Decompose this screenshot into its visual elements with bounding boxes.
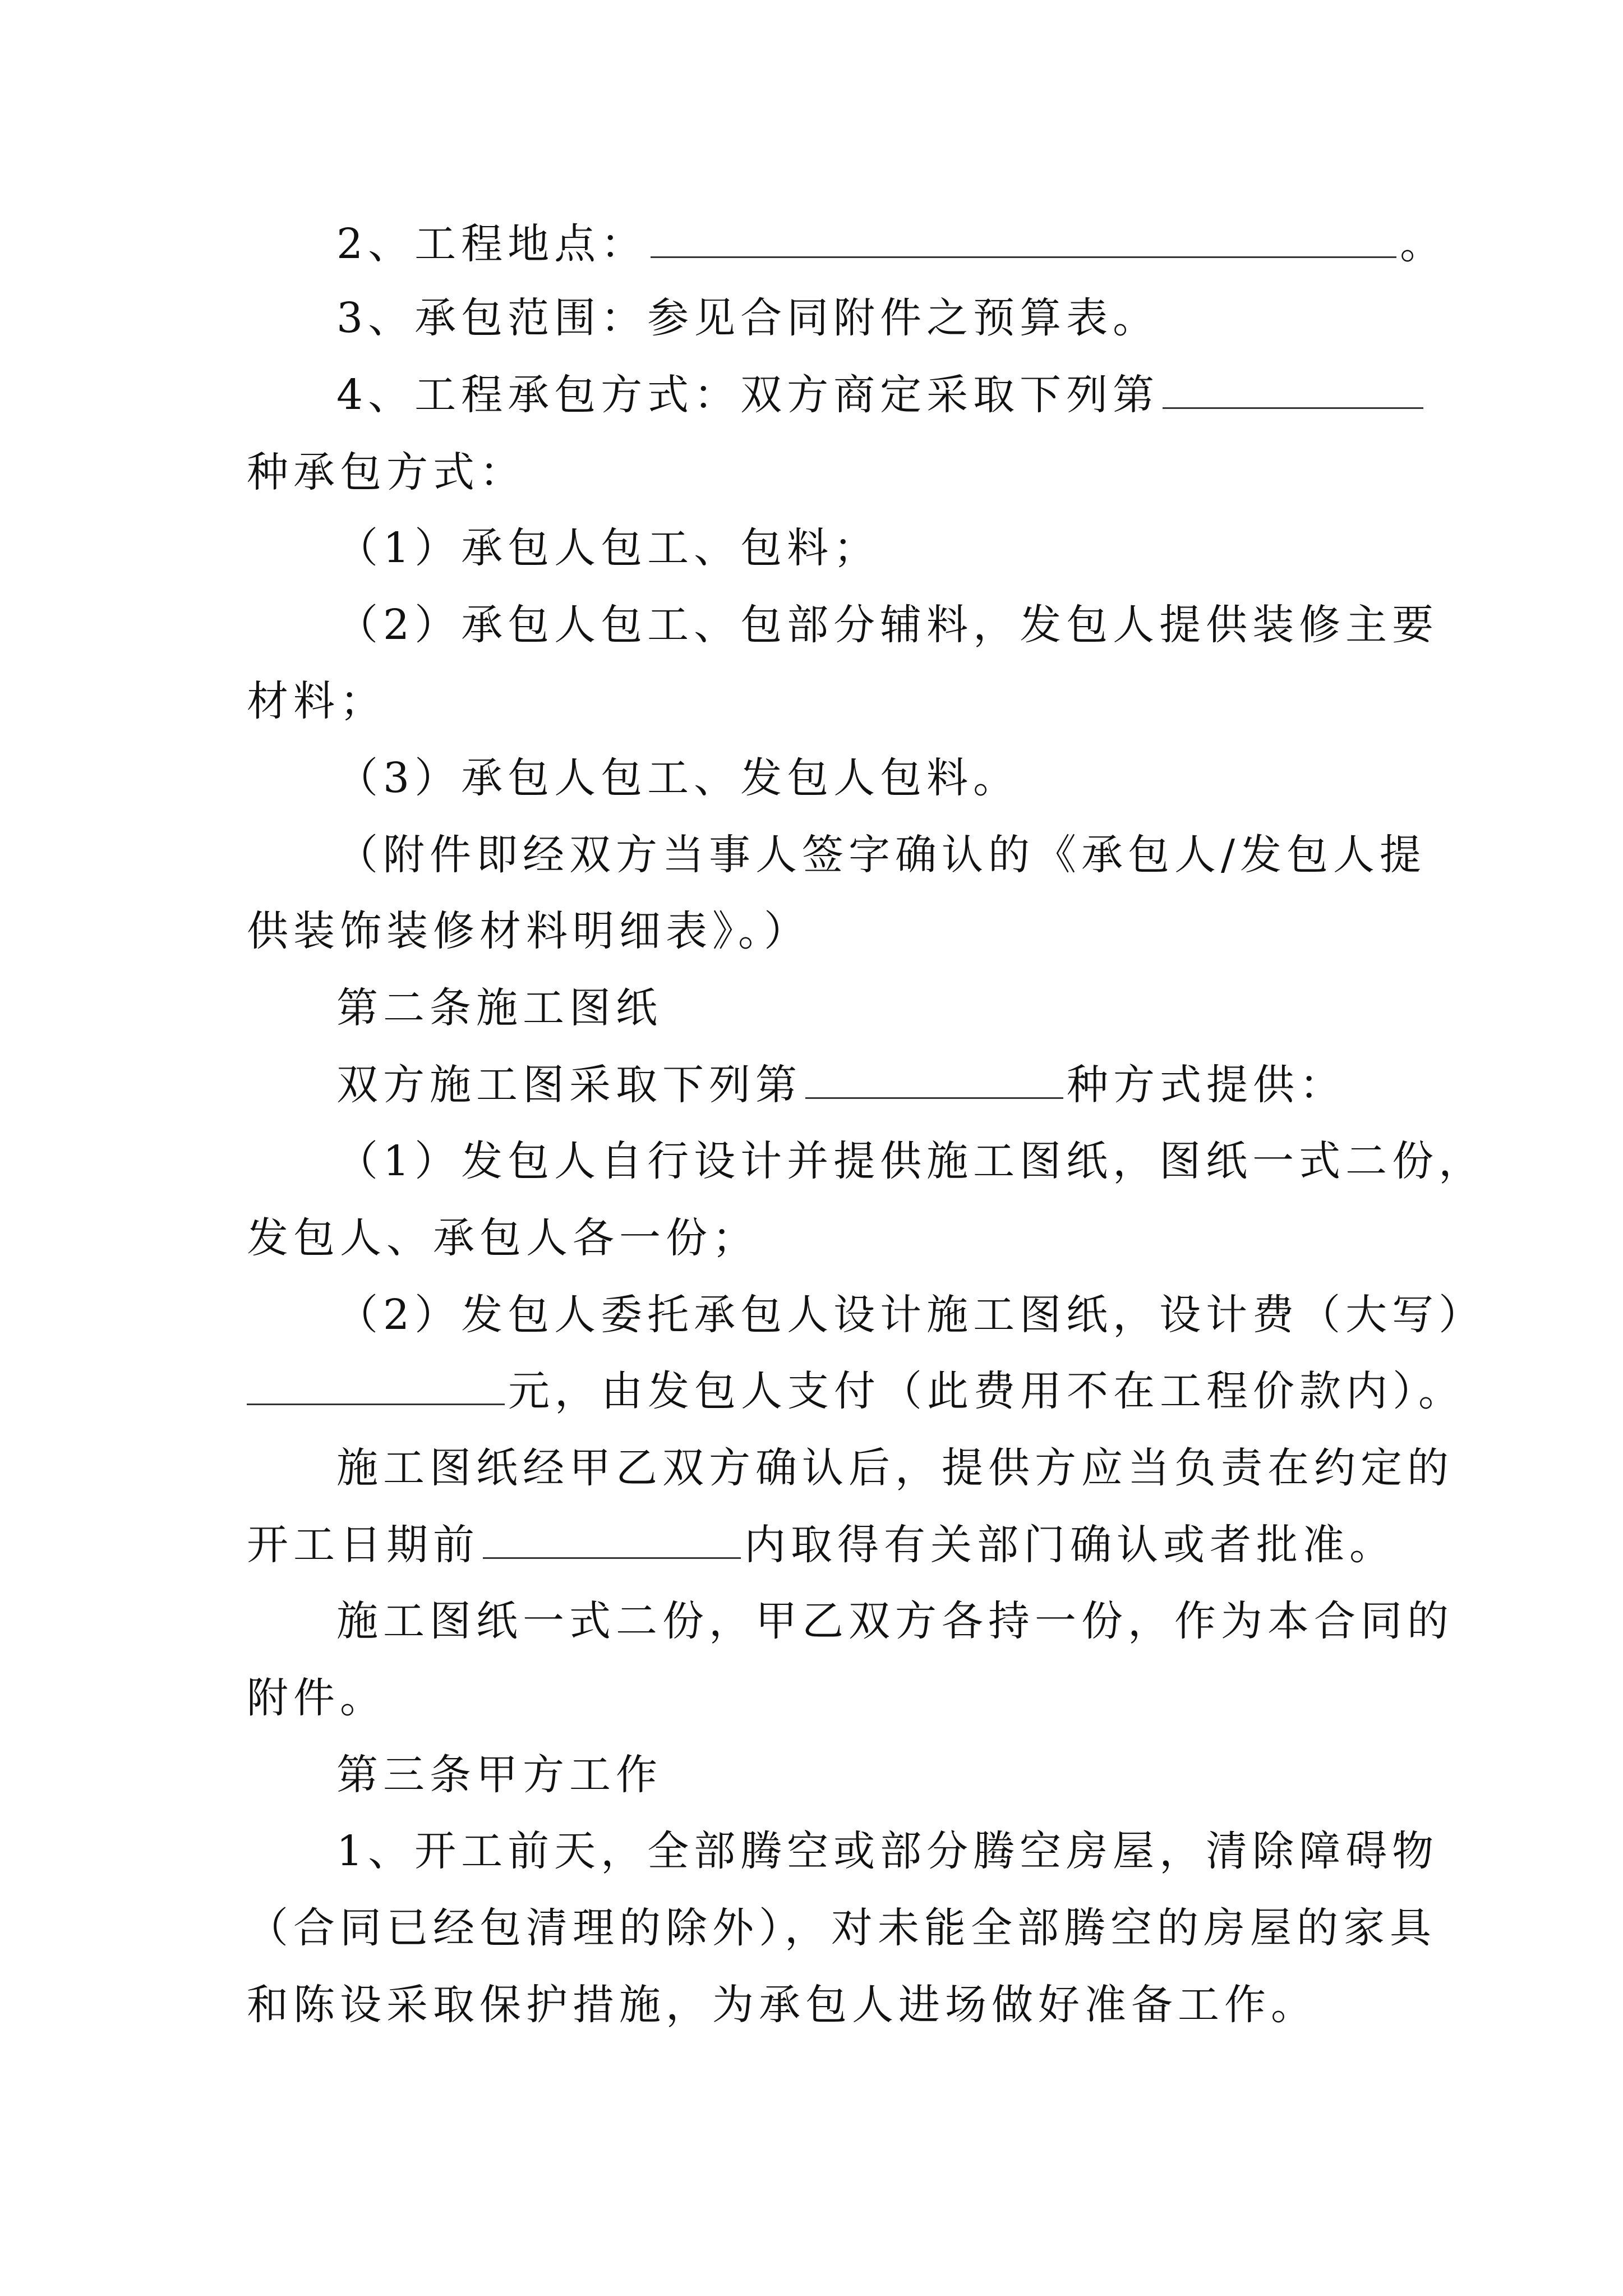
line-text: 2、工程地点： (336, 220, 648, 268)
option-line-1 (336, 524, 1402, 572)
line-text: 附件。 (247, 1674, 386, 1722)
line-text: （1）发包人自行设计并提供施工图纸，图纸一式二份， (336, 1137, 1486, 1185)
line-text: 元，由发包人支付（此费用不在工程价款内）。 (508, 1367, 1465, 1415)
line-text: 双方施工图采取下列第 (336, 1061, 802, 1109)
option-line-3 (336, 754, 1402, 802)
line-text: 种承包方式： (247, 448, 526, 496)
clause-line-scope (336, 294, 1402, 342)
line-text: 4、工程承包方式：双方商定采取下列第 (336, 371, 1160, 419)
section-heading-article-3 (336, 1751, 1402, 1799)
blank-drawing-method (805, 1065, 1063, 1099)
line-text: 种方式提供： (1067, 1061, 1346, 1109)
drawing-option-1 (336, 1137, 1486, 1185)
line-text: 开工日期前 (247, 1521, 479, 1569)
annex-note-line-cont (247, 907, 1402, 955)
line-text: （2）发包人委托承包人设计施工图纸，设计费（大写） (336, 1291, 1486, 1339)
blank-method-number (1163, 375, 1423, 409)
line-text: 3、承包范围：参见合同附件之预算表。 (336, 294, 1160, 342)
party-a-duty-line (336, 1827, 1439, 1875)
annex-note-line (336, 831, 1426, 879)
drawing-option-1-cont (247, 1214, 1402, 1262)
clause-line-contract-method (336, 371, 1402, 419)
heading-text: 第三条甲方工作 (336, 1751, 662, 1799)
drawing-method-line (336, 1061, 1402, 1109)
drawing-copies-line-cont (247, 1674, 1402, 1722)
drawing-confirm-line-cont (247, 1521, 1402, 1569)
section-heading-article-2 (336, 984, 1402, 1032)
party-a-duty-line-cont-2 (247, 1981, 1402, 2029)
line-text: 1、开工前天，全部腾空或部分腾空房屋，清除障碍物 (336, 1827, 1439, 1875)
blank-project-location (651, 224, 1396, 258)
line-text: （3）承包人包工、发包人包料。 (336, 754, 1020, 802)
option-line-2 (336, 601, 1439, 649)
line-text: （合同已经包清理的除外），对未能全部腾空的房屋的家具 (247, 1904, 1436, 1952)
line-text: 内取得有关部门确认或者批准。 (744, 1521, 1396, 1569)
blank-design-fee (247, 1372, 505, 1405)
line-text: 材料； (247, 677, 386, 725)
line-text: 发包人、承包人各一份； (247, 1214, 759, 1262)
drawing-option-2 (336, 1291, 1486, 1339)
blank-approval-period (483, 1525, 741, 1559)
line-end: 。 (1400, 220, 1447, 268)
line-text: 施工图纸经甲乙双方确认后，提供方应当负责在约定的 (336, 1444, 1454, 1492)
option-line-2-cont (247, 677, 1402, 725)
line-text: （附件即经双方当事人签字确认的《承包人/发包人提 (336, 831, 1426, 879)
drawing-confirm-line (336, 1444, 1454, 1492)
line-text: 和陈设采取保护措施，为承包人进场做好准备工作。 (247, 1981, 1317, 2029)
drawing-copies-line (336, 1597, 1454, 1645)
line-text: 施工图纸一式二份，甲乙双方各持一份，作为本合同的 (336, 1597, 1454, 1645)
clause-line-project-location (336, 220, 1447, 268)
line-text: 供装饰装修材料明细表》。） (247, 907, 810, 955)
drawing-option-2-cont (247, 1367, 1465, 1415)
party-a-duty-line-cont-1 (247, 1904, 1436, 1952)
heading-text: 第二条施工图纸 (336, 984, 662, 1032)
clause-line-contract-method-cont (247, 448, 1402, 496)
line-text: （2）承包人包工、包部分辅料，发包人提供装修主要 (336, 601, 1439, 649)
line-text: （1）承包人包工、包料； (336, 524, 880, 572)
